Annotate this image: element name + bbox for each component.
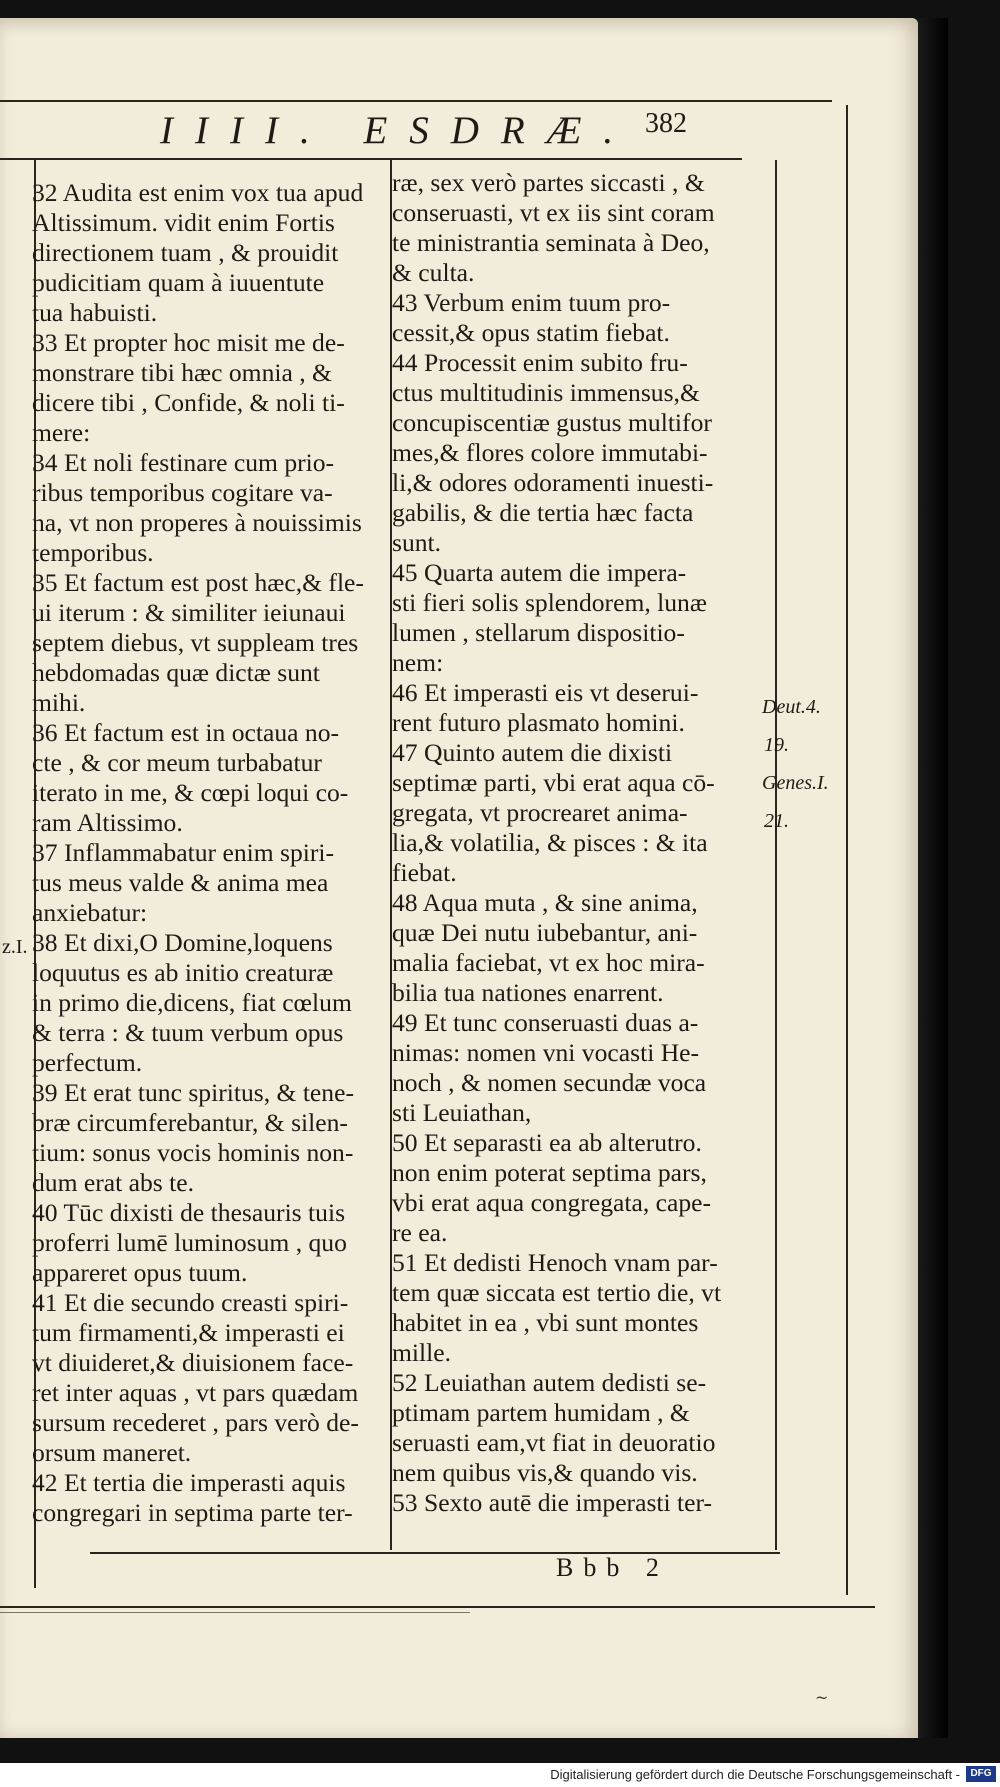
text-line: ui iterum : & similiter ieiunaui [32, 598, 346, 627]
text-line: 41 Et die secundo creasti spiri- [32, 1288, 349, 1317]
text-line: temporibus. [32, 538, 154, 567]
text-line: vt diuideret,& diuisionem face- [32, 1348, 354, 1377]
text-line: vbi erat aqua congregata, cape- [392, 1188, 712, 1217]
text-line: sti fieri solis splendorem, lunæ [392, 588, 707, 617]
text-line: conseruasti, vt ex iis sint coram [392, 198, 715, 227]
text-line: mille. [392, 1338, 451, 1367]
text-line: lumen , stellarum dispositio- [392, 618, 685, 647]
text-line: concupiscentiæ gustus multifor [392, 408, 712, 437]
outer-right-rule [846, 105, 848, 1595]
top-rule [0, 100, 832, 102]
text-line: 47 Quinto autem die dixisti [392, 738, 673, 767]
text-line: congregari in septima parte ter- [32, 1498, 353, 1527]
text-line: 48 Aqua muta , & sine anima, [392, 888, 698, 917]
text-line: 39 Et erat tunc spiritus, & tene- [32, 1078, 354, 1107]
text-line: malia faciebat, vt ex hoc mira- [392, 948, 705, 977]
text-line: ctus multitudinis immensus,& [392, 378, 700, 407]
text-line: bræ circumferebantur, & silen- [32, 1108, 348, 1137]
text-line: gregata, vt procrearet anima- [392, 798, 688, 827]
footer-rule [0, 1606, 875, 1608]
margin-note-line: Deut.4. [762, 696, 821, 718]
signature-mark: Bbb 2 [556, 1553, 669, 1582]
margin-note-line: 21. [764, 810, 789, 832]
text-line: tua habuisti. [32, 298, 158, 327]
text-line: 36 Et factum est in octaua no- [32, 718, 340, 747]
text-line: gabilis, & die tertia hæc facta [392, 498, 694, 527]
footer-rule-lower [0, 1612, 470, 1613]
text-line: tus meus valde & anima mea [32, 868, 329, 897]
text-line: 44 Processit enim subito fru- [392, 348, 688, 377]
text-line: & culta. [392, 258, 475, 287]
left-margin-note: z.I. [2, 936, 28, 958]
text-line: 50 Et separasti ea ab alterutro. [392, 1128, 702, 1157]
digitization-credit: Digitalisierung gefördert durch die Deutsche Forschungsgemeinschaft - [0, 1763, 1000, 1787]
text-line: re ea. [392, 1218, 448, 1247]
text-line: dicere tibi , Confide, & noli ti- [32, 388, 345, 417]
text-line: bilia tua nationes enarrent. [392, 978, 664, 1007]
text-line: sunt. [392, 528, 442, 557]
text-line: orsum maneret. [32, 1438, 192, 1467]
text-line: 40 Tūc dixisti de thesauris tuis [32, 1198, 346, 1227]
text-line: ram Altissimo. [32, 808, 183, 837]
text-line: seruasti eam,vt fiat in deuoratio [392, 1428, 716, 1457]
text-line: na, vt non properes à nouissimis [32, 508, 362, 537]
book-spine-shadow [918, 18, 948, 1738]
text-line: perfectum. [32, 1048, 143, 1077]
text-line: directionem tuam , & prouidit [32, 238, 339, 267]
text-line: mihi. [32, 688, 86, 717]
text-line: mes,& flores colore immutabi- [392, 438, 708, 467]
text-line: anxiebatur: [32, 898, 148, 927]
text-line: loquutus es ab initio creaturæ [32, 958, 334, 987]
text-line: in primo die,dicens, fiat cœlum [32, 988, 352, 1017]
text-line: dum erat abs te. [32, 1168, 195, 1197]
text-line: 46 Et imperasti eis vt deserui- [392, 678, 699, 707]
text-line: tum firmamenti,& imperasti ei [32, 1318, 345, 1347]
text-line: habitet in ea , vbi sunt montes [392, 1308, 699, 1337]
text-line: appareret opus tuum. [32, 1258, 248, 1287]
text-line: ptimam partem humidam , & [392, 1398, 690, 1427]
right-text-column [392, 168, 770, 1518]
text-line: & terra : & tuum verbum opus [32, 1018, 344, 1047]
text-line: sursum recederet , pars verò de- [32, 1408, 359, 1437]
text-line: nem: [392, 648, 444, 677]
text-line: quæ Dei nutu iubebantur, ani- [392, 918, 698, 947]
margin-note-line: Genes.I. [762, 772, 829, 794]
margin-note-line: 19. [764, 734, 789, 756]
text-line: rent futuro plasmato homini. [392, 708, 685, 737]
header-rule [0, 158, 742, 160]
text-line: 52 Leuiathan autem dedisti se- [392, 1368, 707, 1397]
text-line: septimæ parti, vbi erat aqua cō- [392, 768, 715, 797]
text-line: 33 Et propter hoc misit me de- [32, 328, 345, 357]
text-line: Altissimum. vidit enim Fortis [32, 208, 335, 237]
text-line: 37 Inflammabatur enim spiri- [32, 838, 335, 867]
text-line: nimas: nomen vni vocasti He- [392, 1038, 700, 1067]
text-line: tium: sonus vocis hominis non- [32, 1138, 354, 1167]
text-line: nem quibus vis,& quando vis. [392, 1458, 698, 1487]
frame-right-rule [775, 160, 777, 1550]
text-line: monstrare tibi hæc omnia , & [32, 358, 332, 387]
text-line: li,& odores odoramenti inuesti- [392, 468, 714, 497]
text-line: 38 Et dixi,O Domine,loquens [32, 928, 333, 957]
right-margin-notes [762, 688, 829, 840]
text-line: 49 Et tunc conseruasti duas a- [392, 1008, 699, 1037]
text-line: cte , & cor meum turbabatur [32, 748, 322, 777]
text-line: pudicitiam quam à iuuentute [32, 268, 325, 297]
text-line: 32 Audita est enim vox tua apud [32, 178, 364, 207]
text-line: ræ, sex verò partes siccasti , & [392, 168, 705, 197]
text-line: iterato in me, & cœpi loqui co- [32, 778, 349, 807]
text-line: lia,& volatilia, & pisces : & ita [392, 828, 708, 857]
text-line: septem diebus, vt suppleam tres [32, 628, 359, 657]
text-line: sti Leuiathan, [392, 1098, 532, 1127]
text-line: mere: [32, 418, 91, 447]
left-text-column [32, 178, 402, 1528]
dfg-logo: DFG [966, 1766, 996, 1782]
page-number: 382 [645, 108, 687, 139]
text-line: 45 Quarta autem die impera- [392, 558, 687, 587]
text-line: tem quæ siccata est tertio die, vt [392, 1278, 722, 1307]
ink-stamp-mark: ~ [815, 1688, 829, 1707]
text-line: te ministrantia seminata à Deo, [392, 228, 710, 257]
text-line: 42 Et tertia die imperasti aquis [32, 1468, 346, 1497]
text-line: noch , & nomen secundæ voca [392, 1068, 707, 1097]
text-line: fiebat. [392, 858, 457, 887]
text-line: ret inter aquas , vt pars quædam [32, 1378, 359, 1407]
text-line: proferri lumē luminosum , quo [32, 1228, 347, 1257]
text-line: 53 Sexto autē die imperasti ter- [392, 1488, 713, 1517]
text-line: hebdomadas quæ dictæ sunt [32, 658, 320, 687]
text-line: ribus temporibus cogitare va- [32, 478, 333, 507]
bottom-rule [90, 1552, 780, 1554]
text-line: non enim poterat septima pars, [392, 1158, 707, 1187]
text-line: 51 Et dedisti Henoch vnam par- [392, 1248, 718, 1277]
text-line: 34 Et noli festinare cum prio- [32, 448, 335, 477]
text-line: 43 Verbum enim tuum pro- [392, 288, 671, 317]
text-line: 35 Et factum est post hæc,& fle- [32, 568, 364, 597]
text-line: cessit,& opus statim fiebat. [392, 318, 670, 347]
running-title: IIII. ESDRÆ. [160, 109, 636, 152]
